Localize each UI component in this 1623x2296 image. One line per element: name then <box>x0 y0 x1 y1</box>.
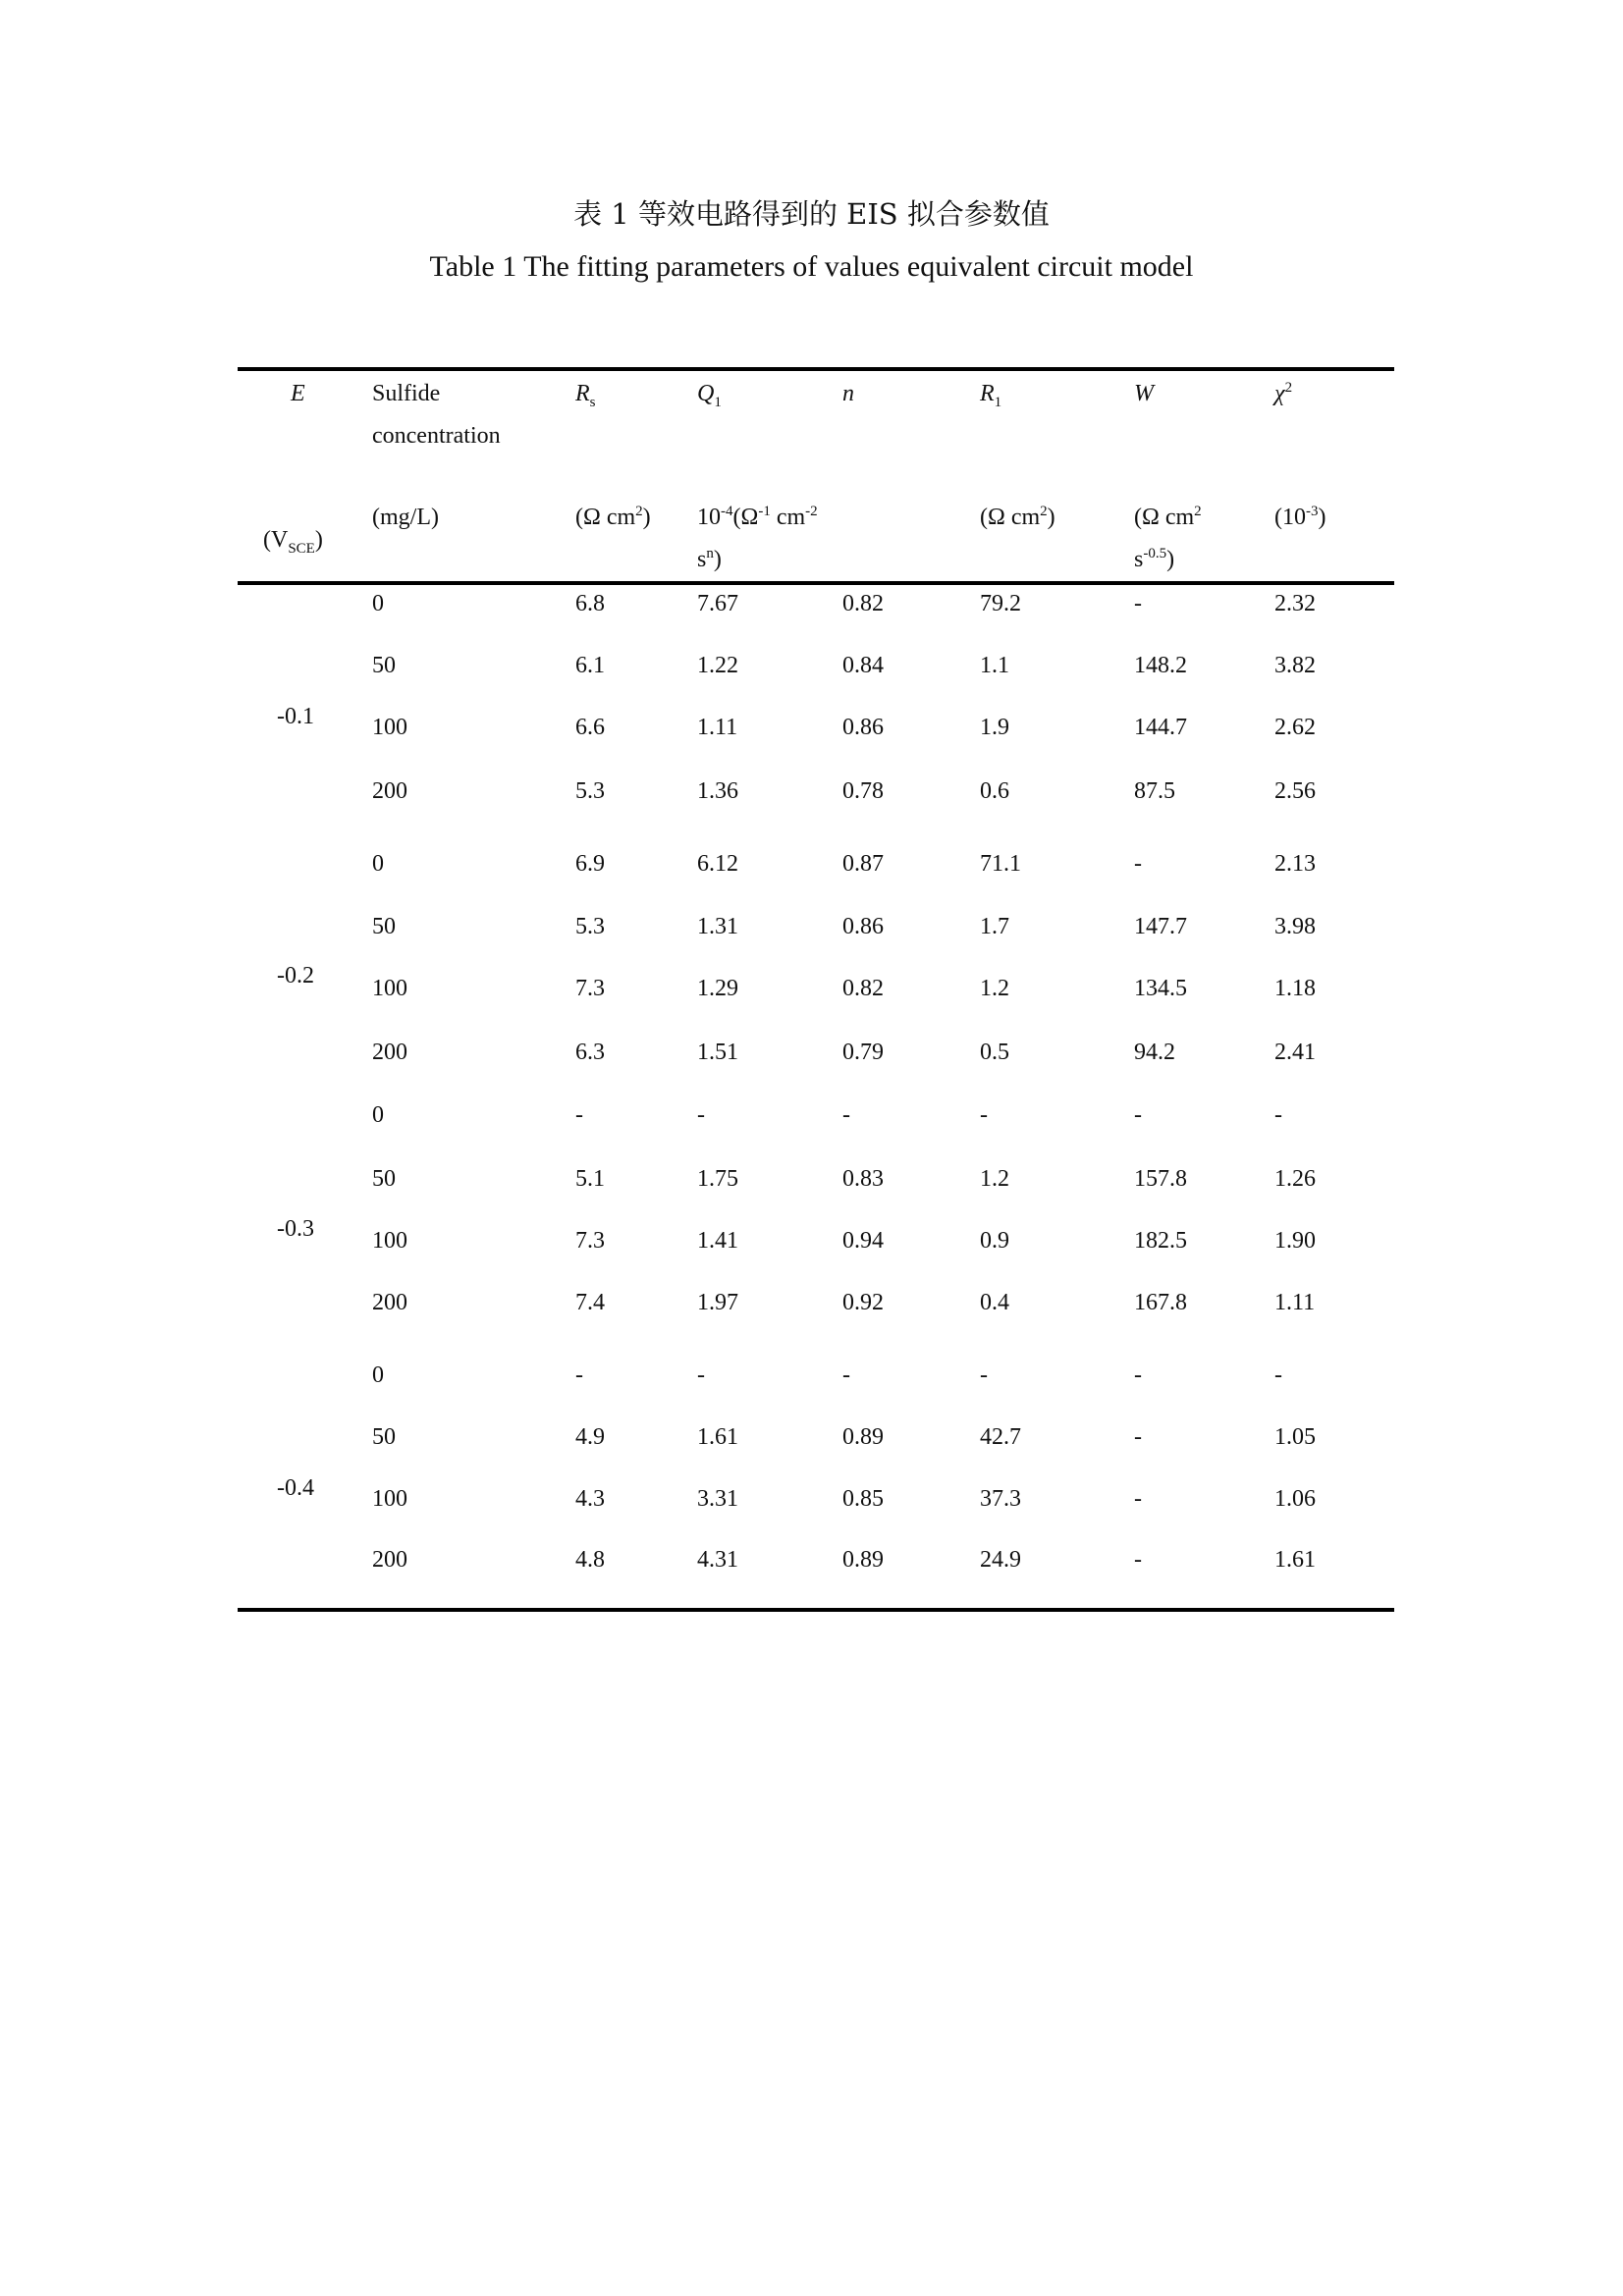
cell-r1: 1.1 <box>980 653 1009 678</box>
cell-q1: - <box>697 1102 705 1128</box>
cell-concentration: 200 <box>372 778 407 804</box>
header-conc-unit: (mg/L) <box>372 505 439 530</box>
cell-w: 94.2 <box>1134 1040 1175 1065</box>
cell-q1: 1.61 <box>697 1424 738 1450</box>
cell-r1: 37.3 <box>980 1486 1021 1512</box>
potential-group-label: -0.3 <box>277 1216 314 1242</box>
cell-n: 0.79 <box>842 1040 884 1065</box>
cell-q1: 1.36 <box>697 778 738 804</box>
cell-chi-square: 1.90 <box>1274 1228 1316 1254</box>
title-block <box>0 192 1623 289</box>
cell-n: 0.89 <box>842 1424 884 1450</box>
cell-n: 0.82 <box>842 976 884 1001</box>
cell-n: 0.89 <box>842 1547 884 1573</box>
cell-r1: 0.9 <box>980 1228 1009 1254</box>
cell-q1: 1.51 <box>697 1040 738 1065</box>
cell-n: 0.86 <box>842 914 884 939</box>
cell-w: 134.5 <box>1134 976 1187 1001</box>
header-w-unit-line1: (Ω $cm^2$ <box>1134 504 1202 530</box>
table-bottom-rule <box>238 1608 1394 1612</box>
cell-n: 0.84 <box>842 653 884 678</box>
cell-chi-square: 1.05 <box>1274 1424 1316 1450</box>
cell-r1: 0.5 <box>980 1040 1009 1065</box>
cell-w: - <box>1134 1362 1142 1388</box>
cell-w: - <box>1134 591 1142 616</box>
cell-chi-square: 2.62 <box>1274 715 1316 740</box>
cell-concentration: 200 <box>372 1290 407 1315</box>
header-n: n <box>842 381 854 406</box>
cell-q1: 1.29 <box>697 976 738 1001</box>
cell-q1: - <box>697 1362 705 1388</box>
cell-concentration: 100 <box>372 976 407 1001</box>
cell-r1: 24.9 <box>980 1547 1021 1573</box>
cell-q1: 1.22 <box>697 653 738 678</box>
cell-n: 0.94 <box>842 1228 884 1254</box>
cell-concentration: 0 <box>372 1362 384 1388</box>
cell-concentration: 0 <box>372 591 384 616</box>
cell-rs: 4.8 <box>575 1547 605 1573</box>
cell-r1: 42.7 <box>980 1424 1021 1450</box>
cell-w: 147.7 <box>1134 914 1187 939</box>
cell-concentration: 50 <box>372 914 396 939</box>
cell-concentration: 0 <box>372 1102 384 1128</box>
cell-q1: 1.41 <box>697 1228 738 1254</box>
cell-rs: - <box>575 1362 583 1388</box>
cell-chi-square: 1.11 <box>1274 1290 1316 1315</box>
header-chi-square: $\chi^2$ <box>1274 380 1293 406</box>
header-w: W <box>1134 381 1154 406</box>
cell-rs: 6.8 <box>575 591 605 616</box>
cell-w: - <box>1134 1486 1142 1512</box>
cell-concentration: 50 <box>372 1424 396 1450</box>
cell-r1: 1.7 <box>980 914 1009 939</box>
cell-q1: 7.67 <box>697 591 738 616</box>
header-rs-unit: (Ω $cm^2$) <box>575 504 651 530</box>
header-e: E <box>291 381 305 406</box>
cell-r1: 1.2 <box>980 976 1009 1001</box>
cell-rs: 6.6 <box>575 715 605 740</box>
cell-n: 0.92 <box>842 1290 884 1315</box>
cell-w: 157.8 <box>1134 1166 1187 1192</box>
header-bottom-rule <box>238 581 1394 585</box>
table-title-chinese: 表 1 等效电路得到的 EIS 拟合参数值 <box>573 197 1050 231</box>
cell-concentration: 50 <box>372 1166 396 1192</box>
cell-chi-square: 2.13 <box>1274 851 1316 877</box>
cell-concentration: 0 <box>372 851 384 877</box>
cell-rs: 7.4 <box>575 1290 605 1315</box>
cell-r1: 0.6 <box>980 778 1009 804</box>
cell-concentration: 100 <box>372 1228 407 1254</box>
cell-chi-square: - <box>1274 1362 1282 1388</box>
cell-n: 0.86 <box>842 715 884 740</box>
cell-rs: 4.3 <box>575 1486 605 1512</box>
cell-rs: 7.3 <box>575 976 605 1001</box>
cell-w: 87.5 <box>1134 778 1175 804</box>
cell-n: - <box>842 1362 850 1388</box>
cell-rs: 5.3 <box>575 778 605 804</box>
cell-q1: 3.31 <box>697 1486 738 1512</box>
cell-w: - <box>1134 851 1142 877</box>
cell-n: 0.83 <box>842 1166 884 1192</box>
cell-r1: 1.9 <box>980 715 1009 740</box>
cell-w: 144.7 <box>1134 715 1187 740</box>
cell-w: - <box>1134 1547 1142 1573</box>
header-rs: $R_s$ <box>575 381 596 410</box>
cell-rs: 7.3 <box>575 1228 605 1254</box>
cell-chi-square: 3.98 <box>1274 914 1316 939</box>
cell-q1: 1.97 <box>697 1290 738 1315</box>
cell-q1: 1.31 <box>697 914 738 939</box>
cell-n: 0.87 <box>842 851 884 877</box>
table-top-rule <box>238 367 1394 371</box>
cell-r1: 71.1 <box>980 851 1021 877</box>
cell-r1: 1.2 <box>980 1166 1009 1192</box>
cell-concentration: 50 <box>372 653 396 678</box>
header-sulfide: Sulfide <box>372 381 441 406</box>
potential-group-label: -0.4 <box>277 1475 314 1501</box>
table-title-english: Table 1 The fitting parameters of values equivalent circuit model <box>429 250 1194 283</box>
cell-chi-square: 2.56 <box>1274 778 1316 804</box>
cell-chi-square: 2.41 <box>1274 1040 1316 1065</box>
cell-w: 148.2 <box>1134 653 1187 678</box>
cell-n: 0.78 <box>842 778 884 804</box>
header-r1-unit: (Ω $cm^2$) <box>980 504 1055 530</box>
cell-chi-square: 2.32 <box>1274 591 1316 616</box>
cell-concentration: 200 <box>372 1040 407 1065</box>
cell-concentration: 100 <box>372 1486 407 1512</box>
cell-rs: 6.9 <box>575 851 605 877</box>
cell-r1: 0.4 <box>980 1290 1009 1315</box>
cell-r1: - <box>980 1102 988 1128</box>
cell-q1: 6.12 <box>697 851 738 877</box>
header-chi-unit: $(10^{-3})$ <box>1274 504 1326 530</box>
header-concentration: concentration <box>372 423 501 449</box>
cell-chi-square: 1.18 <box>1274 976 1316 1001</box>
cell-n: 0.82 <box>842 591 884 616</box>
cell-n: - <box>842 1102 850 1128</box>
cell-rs: 4.9 <box>575 1424 605 1450</box>
header-q1-unit-line1: $10^{-4}(\Omega^{-1}$ $cm^{-2}$ <box>697 504 818 530</box>
cell-r1: - <box>980 1362 988 1388</box>
cell-concentration: 100 <box>372 715 407 740</box>
cell-chi-square: 1.26 <box>1274 1166 1316 1192</box>
cell-w: 167.8 <box>1134 1290 1187 1315</box>
cell-w: - <box>1134 1424 1142 1450</box>
cell-concentration: 200 <box>372 1547 407 1573</box>
cell-chi-square: - <box>1274 1102 1282 1128</box>
header-r1: $R_1$ <box>980 381 1002 410</box>
cell-chi-square: 3.82 <box>1274 653 1316 678</box>
cell-q1: 1.11 <box>697 715 738 740</box>
header-vsce: $(V_{SCE})$ <box>263 527 323 557</box>
cell-rs: 5.1 <box>575 1166 605 1192</box>
cell-chi-square: 1.06 <box>1274 1486 1316 1512</box>
header-q1-unit-line2: $s^n$) <box>697 546 722 572</box>
cell-w: 182.5 <box>1134 1228 1187 1254</box>
cell-q1: 1.75 <box>697 1166 738 1192</box>
potential-group-label: -0.2 <box>277 963 314 988</box>
cell-q1: 4.31 <box>697 1547 738 1573</box>
header-w-unit-line2: $s^{-0.5}$) <box>1134 546 1175 572</box>
cell-w: - <box>1134 1102 1142 1128</box>
potential-group-label: -0.1 <box>277 704 314 729</box>
cell-n: 0.85 <box>842 1486 884 1512</box>
header-q1: $Q_1$ <box>697 381 722 410</box>
cell-rs: 5.3 <box>575 914 605 939</box>
cell-rs: 6.3 <box>575 1040 605 1065</box>
cell-rs: - <box>575 1102 583 1128</box>
cell-rs: 6.1 <box>575 653 605 678</box>
cell-r1: 79.2 <box>980 591 1021 616</box>
cell-chi-square: 1.61 <box>1274 1547 1316 1573</box>
